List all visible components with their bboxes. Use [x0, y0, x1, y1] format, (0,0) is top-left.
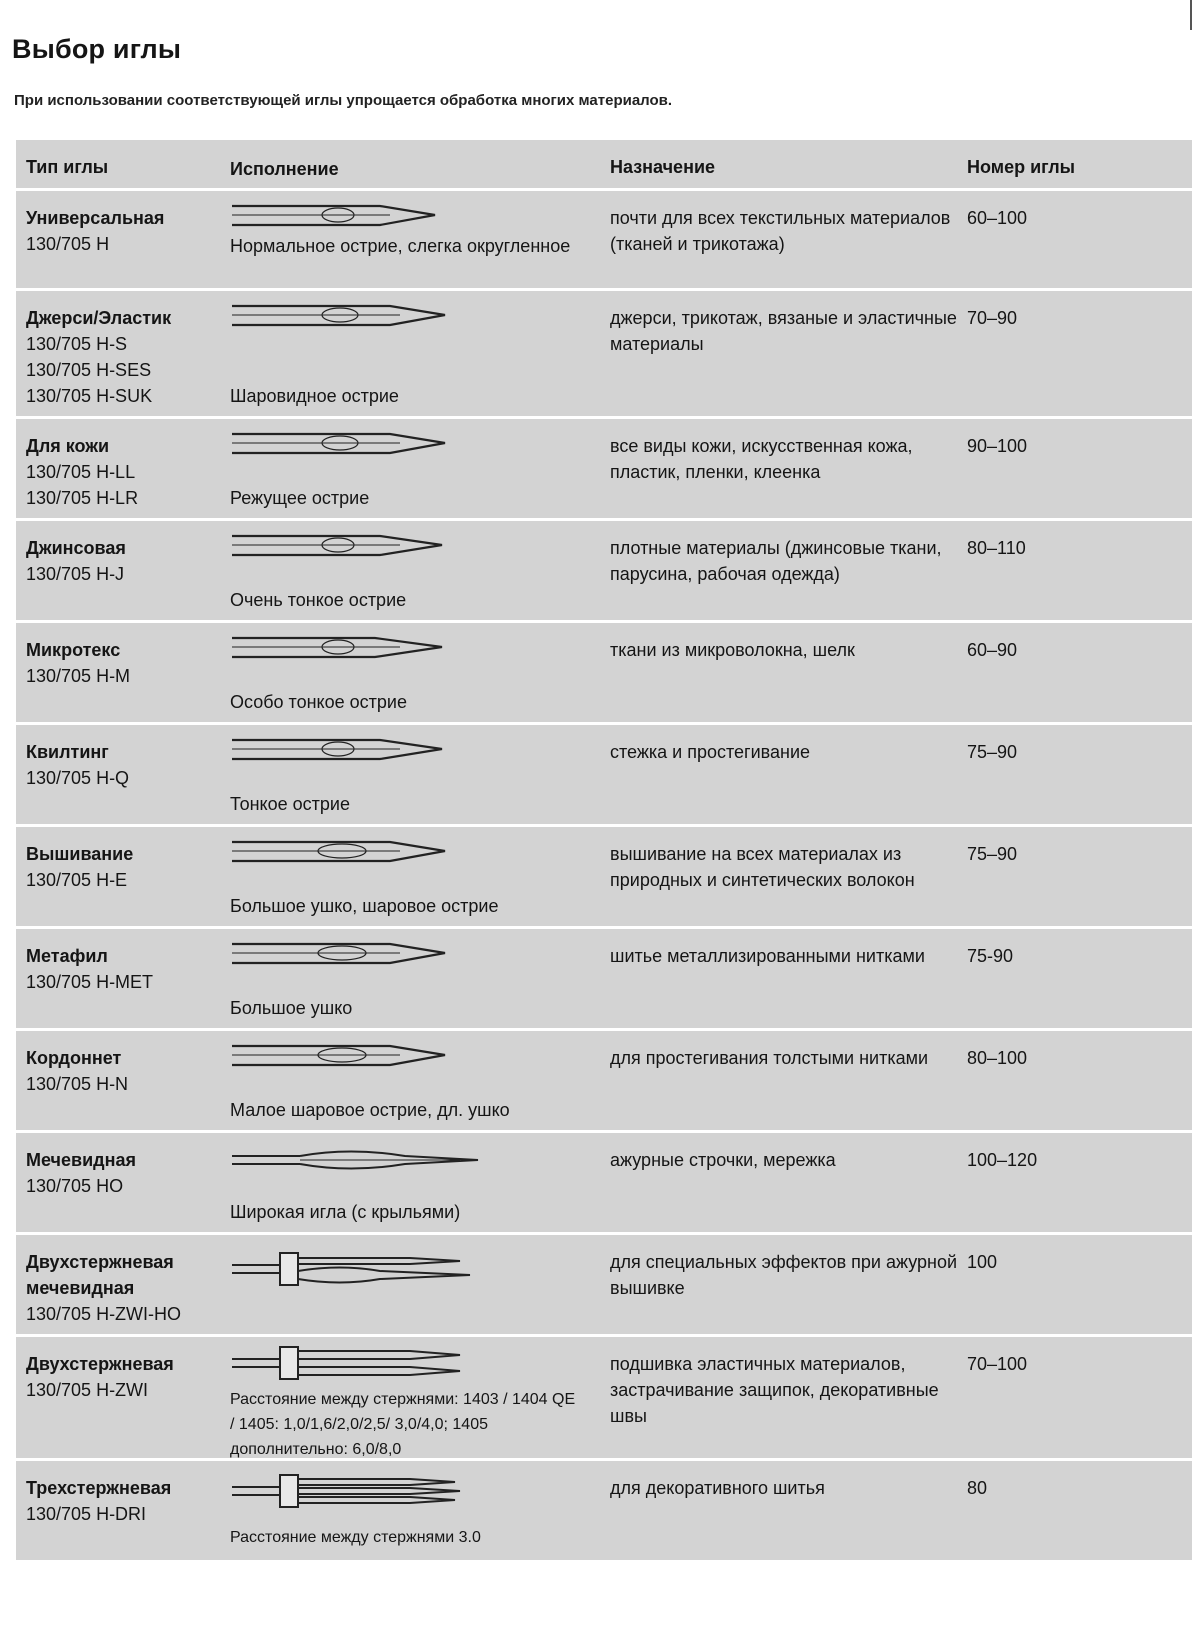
needle-illustration-icon: [230, 1043, 470, 1071]
needle-illustration-icon: [230, 941, 470, 969]
needle-shape-text: Расстояние между стержнями 3.0: [230, 1529, 481, 1546]
needle-purpose: все виды кожи, искусственная кожа, пластик, пленки, клеенка: [610, 436, 913, 482]
needle-code: 130/705 H-Q: [26, 768, 130, 788]
table-row: [16, 926, 1192, 1028]
needle-shape-text: Особо тонкое острие: [230, 692, 407, 712]
needle-size: 70–90: [967, 308, 1018, 328]
needle-type-cell: [26, 1249, 231, 1327]
needle-purpose: для простегивания толстыми нитками: [610, 1048, 929, 1068]
needle-shape-text: Нормальное острие, слегка округленное: [230, 236, 571, 256]
needle-size: 70–100: [967, 1354, 1028, 1374]
needle-table: [16, 140, 1192, 1560]
needle-code: 130/705 H-ZWI: [26, 1380, 149, 1400]
needle-name: Кордоннет: [26, 1048, 122, 1068]
needle-code: 130/705 H: [26, 234, 110, 254]
needle-code: 130/705 H-N: [26, 1074, 129, 1094]
needle-illustration-icon: [230, 1249, 490, 1289]
needle-purpose: стежка и простегивание: [610, 742, 811, 762]
needle-type-cell: [26, 841, 231, 893]
needle-size: 80–110: [967, 538, 1026, 558]
table-row: [16, 188, 1192, 288]
needle-type-cell: [26, 739, 231, 791]
table-row: [16, 1334, 1192, 1458]
table-row: [16, 288, 1192, 416]
needle-name: Квилтинг: [26, 742, 109, 762]
table-row: [16, 416, 1192, 518]
column-header-shape: Исполнение: [230, 159, 339, 179]
needle-illustration-icon: [230, 1147, 490, 1175]
needle-type-cell: [26, 1147, 231, 1199]
scan-edge-mark: [1190, 0, 1192, 30]
needle-type-cell: [26, 205, 231, 257]
needle-name: Универсальная: [26, 208, 165, 228]
needle-code: 130/705 H-S: [26, 334, 128, 354]
intro-text: При использовании соответствующей иглы упрощается обработка многих материалов.: [14, 92, 673, 109]
table-row: [16, 1028, 1192, 1130]
needle-shape-text: Широкая игла (с крыльями): [230, 1202, 461, 1222]
needle-name: Вышивание: [26, 844, 134, 864]
needle-name: Микротекс: [26, 640, 121, 660]
needle-shape-text: Малое шаровое острие, дл. ушко: [230, 1100, 510, 1120]
table-row: [16, 1458, 1192, 1560]
needle-illustration-icon: [230, 737, 470, 765]
needle-name: Двухстержневая: [26, 1354, 174, 1374]
needle-type-cell: [26, 1045, 231, 1097]
needle-purpose: ткани из микроволокна, шелк: [610, 640, 855, 660]
needle-purpose: для декоративного шитья: [610, 1478, 825, 1498]
needle-purpose: ажурные строчки, мережка: [610, 1150, 836, 1170]
needle-type-cell: [26, 637, 231, 689]
needle-purpose: шитье металлизированными нитками: [610, 946, 925, 966]
needle-illustration-icon: [230, 635, 470, 663]
needle-size: 100–120: [967, 1150, 1038, 1170]
column-header-size: Номер иглы: [967, 157, 1075, 177]
table-row: [16, 518, 1192, 620]
needle-code: 130/705 H-DRI: [26, 1504, 147, 1524]
needle-type-cell: [26, 433, 231, 511]
needle-size: 80–100: [967, 1048, 1028, 1068]
needle-code: 130/705 H-LL: [26, 462, 136, 482]
needle-size: 100: [967, 1252, 998, 1272]
needle-code: 130/705 H-J: [26, 564, 125, 584]
needle-size: 75–90: [967, 742, 1018, 762]
table-row: [16, 1130, 1192, 1232]
needle-type-cell: [26, 1475, 231, 1527]
needle-code: 130/705 H-LR: [26, 488, 139, 508]
needle-size: 75-90: [967, 946, 1014, 966]
table-row: [16, 824, 1192, 926]
needle-code: 130/705 H-SES: [26, 360, 152, 380]
needle-size: 60–100: [967, 208, 1028, 228]
needle-shape-text: Расстояние между стержнями: 1403 / 1404 QE / 1405: 1,0/1,6/2,0/2,5/ 3,0/4,0; 1405 дополнительно: 6,0/8,0: [230, 1391, 576, 1458]
needle-type-cell: [26, 305, 231, 409]
needle-name: Трехстержневая: [26, 1478, 172, 1498]
needle-type-cell: [26, 943, 231, 995]
needle-code: 130/705 H-ZWI-HO: [26, 1304, 182, 1324]
needle-shape-text: Большое ушко: [230, 998, 353, 1018]
needle-shape-text: Большое ушко, шаровое острие: [230, 896, 499, 916]
needle-purpose: вышивание на всех материалах из природных и синтетических волокон: [610, 844, 915, 890]
needle-illustration-icon: [230, 533, 470, 561]
needle-illustration-icon: [230, 1343, 490, 1383]
needle-code: 130/705 H-M: [26, 666, 131, 686]
needle-shape-text: Тонкое острие: [230, 794, 350, 814]
needle-size: 60–90: [967, 640, 1018, 660]
needle-type-cell: [26, 535, 231, 587]
needle-illustration-icon: [230, 431, 470, 459]
needle-code: 130/705 H-SUK: [26, 386, 153, 406]
needle-purpose: почти для всех текстильных материалов (тканей и трикотажа): [610, 208, 951, 254]
needle-illustration-icon: [230, 839, 470, 867]
table-row: [16, 1232, 1192, 1334]
needle-shape-text: Шаровидное острие: [230, 386, 399, 406]
needle-code: 130/705 H-MET: [26, 972, 154, 992]
needle-name: Джерси/Эластик: [26, 308, 172, 328]
needle-illustration-icon: [230, 1471, 490, 1511]
needle-purpose: подшивка эластичных материалов, застрачивание защипок, декоративные швы: [610, 1354, 939, 1426]
needle-type-cell: [26, 1351, 231, 1403]
needle-purpose: джерси, трикотаж, вязаные и эластичные материалы: [610, 308, 957, 354]
needle-name: Двухстержневая мечевидная: [26, 1252, 174, 1298]
needle-name: Метафил: [26, 946, 108, 966]
needle-name: Мечевидная: [26, 1150, 136, 1170]
needle-name: Для кожи: [26, 436, 110, 456]
page-title: Выбор иглы: [12, 34, 182, 64]
needle-shape-text: Очень тонкое острие: [230, 590, 407, 610]
needle-size: 75–90: [967, 844, 1018, 864]
table-row: [16, 620, 1192, 722]
column-header-purpose: Назначение: [610, 157, 716, 177]
needle-purpose: плотные материалы (джинсовые ткани, парусина, рабочая одежда): [610, 538, 942, 584]
needle-code: 130/705 HO: [26, 1176, 124, 1196]
needle-code: 130/705 H-E: [26, 870, 128, 890]
needle-illustration-icon: [230, 303, 470, 331]
column-header-type: Тип иглы: [26, 157, 109, 177]
needle-shape-text: Режущее острие: [230, 488, 370, 508]
table-row: [16, 722, 1192, 824]
needle-size: 80: [967, 1478, 988, 1498]
needle-illustration-icon: [230, 203, 470, 231]
needle-name: Джинсовая: [26, 538, 126, 558]
needle-purpose: для специальных эффектов при ажурной вышивке: [610, 1252, 958, 1298]
table-header: [16, 140, 1192, 188]
needle-size: 90–100: [967, 436, 1028, 456]
